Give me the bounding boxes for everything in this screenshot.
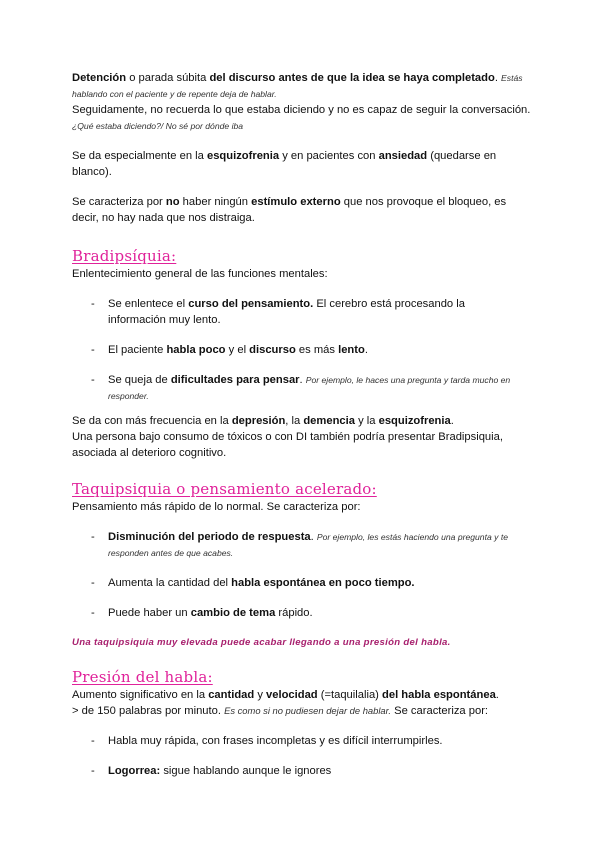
text: El cerebro está procesando la información muy lento. [108, 298, 465, 326]
example-text: Es como si no pudiesen dejar de hablar. [224, 705, 392, 716]
list-item: - Habla muy rápida, con frases incompletas y es difícil interrumpirles. [72, 733, 532, 749]
list-item [72, 575, 532, 591]
text: El paciente [108, 344, 167, 356]
bold-text: habla poco [166, 344, 226, 356]
example-text: ¿Qué estaba diciendo?/ No sé por dónde iba [72, 121, 244, 131]
text: . [494, 72, 502, 84]
text: y la [354, 415, 379, 427]
bold-text: esquizofrenia [206, 150, 280, 162]
text: sigue hablando aunque le ignores [160, 765, 332, 777]
bold-text: Logorrea: [108, 765, 161, 777]
text: Aumento significativo en la [72, 689, 209, 701]
text: rápido. [275, 607, 313, 619]
example-text: Por ejemplo, le haces una pregunta y tarda mucho en responder. [108, 375, 511, 401]
text: o parada súbita [126, 72, 210, 84]
heading-bradipsiquia: Bradipsíquia: [72, 247, 177, 265]
list-presion [72, 733, 532, 779]
bold-text: del discurso antes de que la idea se haya completado [209, 72, 495, 84]
text: Se da especialmente en la [72, 150, 207, 162]
text: . [450, 415, 454, 427]
bold-text: cambio de tema [190, 607, 276, 619]
bold-text: Disminución del periodo de respuesta [108, 531, 311, 543]
text: que nos provoque el bloqueo, es decir, no hay nada que nos distraiga. [72, 196, 507, 224]
list-taquipsiquia [72, 529, 532, 621]
text: Seguidamente, no recuerda lo que estaba diciendo y no es capaz de seguir la conversación. [72, 104, 531, 116]
bold-text: dificultades para pensar [170, 374, 300, 386]
bold-text: esquizofrenia [378, 415, 451, 427]
text: . [299, 374, 306, 386]
text: Puede haber un [108, 607, 191, 619]
paragraph-estimulo [72, 194, 532, 226]
text: (quedarse en blanco). [72, 150, 497, 178]
bold-text: curso del pensamiento. [188, 298, 314, 310]
example-text: Por ejemplo, les estás haciendo una pregunta y te responden antes de que acabes. [108, 532, 508, 558]
paragraph-esquizofrenia [72, 148, 532, 180]
text: . [310, 531, 317, 543]
bold-text: no [165, 196, 180, 208]
text: , la [285, 415, 304, 427]
list-item [72, 529, 532, 561]
list-item [72, 763, 532, 779]
text: Se caracteriza por: [391, 705, 489, 717]
bold-text: estímulo externo [251, 196, 341, 208]
text: Una persona bajo consumo de tóxicos o con DI también podría presentar Bradipsiquia, asociada al deterioro cognitivo. [72, 431, 503, 459]
term-detencion: Detención [72, 72, 127, 84]
text: y el [225, 344, 250, 356]
text: Se queja de [108, 374, 171, 386]
paragraph-frecuencia [72, 413, 532, 461]
bold-text: ansiedad [378, 150, 428, 162]
text: Aumenta la cantidad del [108, 577, 232, 589]
list-item [72, 296, 532, 328]
bold-text: habla espontánea en poco tiempo. [231, 577, 415, 589]
text: . [495, 689, 499, 701]
intro-paragraph [72, 70, 532, 134]
bold-text: depresión [231, 415, 286, 427]
text: . [364, 344, 368, 356]
bold-text: velocidad [266, 689, 318, 701]
bold-text: cantidad [208, 689, 255, 701]
heading-presion-habla: Presión del habla: [72, 668, 213, 686]
list-bradipsiquia [72, 296, 532, 404]
bold-text: del habla espontánea [382, 689, 496, 701]
bold-text: lento [338, 344, 365, 356]
text: haber ningún [179, 196, 252, 208]
text: Se da con más frecuencia en la [72, 415, 232, 427]
text: y en pacientes con [279, 150, 379, 162]
note-taquipsiquia: Una taquipsiquia muy elevada puede acabar llegando a una presión del habla. [72, 637, 451, 648]
text: Se enlentece el [108, 298, 189, 310]
definition-bradipsiquia: Enlentecimiento general de las funciones mentales: [72, 268, 328, 280]
bold-text: discurso [249, 344, 296, 356]
list-item [72, 342, 532, 358]
heading-taquipsiquia: Taquipsiquia o pensamiento acelerado: [72, 480, 377, 498]
document-page [72, 70, 532, 779]
text: es más [295, 344, 339, 356]
text: (=taquilalia) [317, 689, 383, 701]
example-text: Estás hablando con el paciente y de repente deja de hablar. [72, 73, 523, 99]
paragraph-presion [72, 687, 532, 719]
definition-taquipsiquia: Pensamiento más rápido de lo normal. Se caracteriza por: [72, 501, 361, 513]
text: > de 150 palabras por minuto. [72, 705, 225, 717]
bold-text: demencia [303, 415, 355, 427]
list-item [72, 605, 532, 621]
list-item [72, 372, 532, 404]
text: Se caracteriza por [72, 196, 166, 208]
text: y [254, 689, 267, 701]
